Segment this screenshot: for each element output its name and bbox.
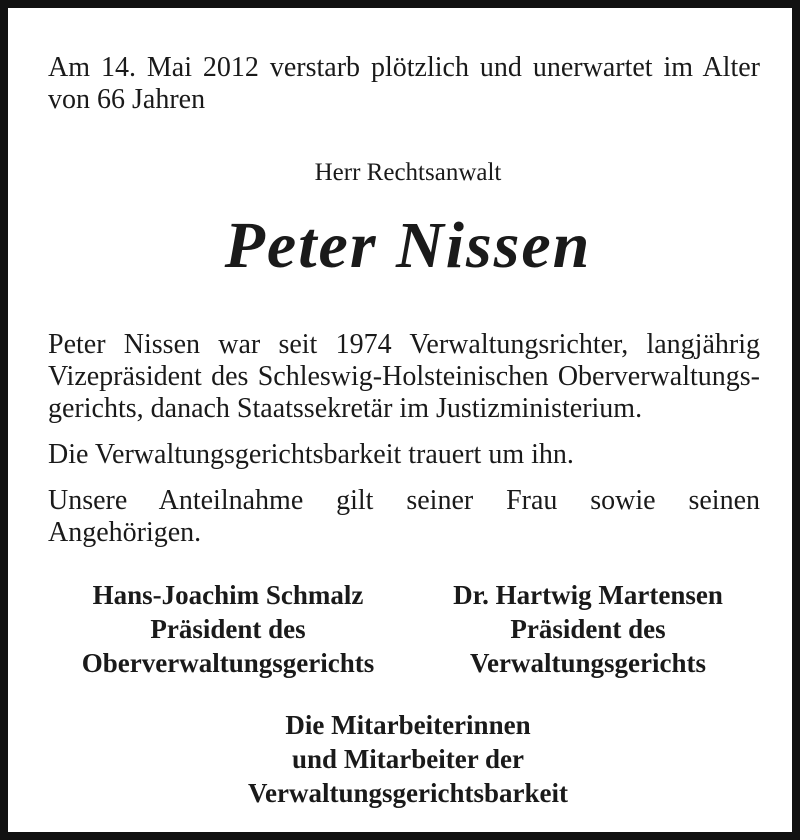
deceased-name: Peter Nissen — [224, 209, 592, 282]
biography-paragraph: Peter Nissen war seit 1974 Verwaltungsrichter, langjährig Vizepräsident des Schleswig-Holsteinischen Oberverwaltungs-gerichts, danach Staatssekretär im Justizministerium. — [48, 329, 760, 424]
signatory-court: Oberverwaltungsgerichts — [81, 648, 375, 678]
signatory-left — [48, 578, 408, 680]
signatory-role: Präsident des — [150, 614, 306, 644]
signatory-role: Präsident des — [510, 614, 666, 644]
death-announcement: Am 14. Mai 2012 verstarb plötzlich und unerwartet im Alter von 66 Jahren — [48, 52, 760, 115]
signatory-name: Hans-Joachim Schmalz — [92, 580, 364, 610]
signatory-right — [408, 578, 768, 680]
staff-line: Die Mitarbeiterinnen — [285, 710, 531, 740]
signatory-court: Verwaltungsgerichts — [470, 648, 706, 678]
staff-line: und Mitarbeiter der — [292, 744, 524, 774]
honorific-title: Herr Rechtsanwalt — [314, 159, 502, 186]
staff-line: Verwaltungsgerichtsbarkeit — [248, 778, 568, 808]
signatory-name: Dr. Hartwig Martensen — [453, 580, 723, 610]
staff-signature — [8, 708, 800, 810]
mourning-statement: Die Verwaltungsgerichtsbarkeit trauert um ihn. — [48, 439, 574, 470]
condolence-statement: Unsere Anteilnahme gilt seiner Frau sowie seinen Angehörigen. — [48, 485, 760, 548]
